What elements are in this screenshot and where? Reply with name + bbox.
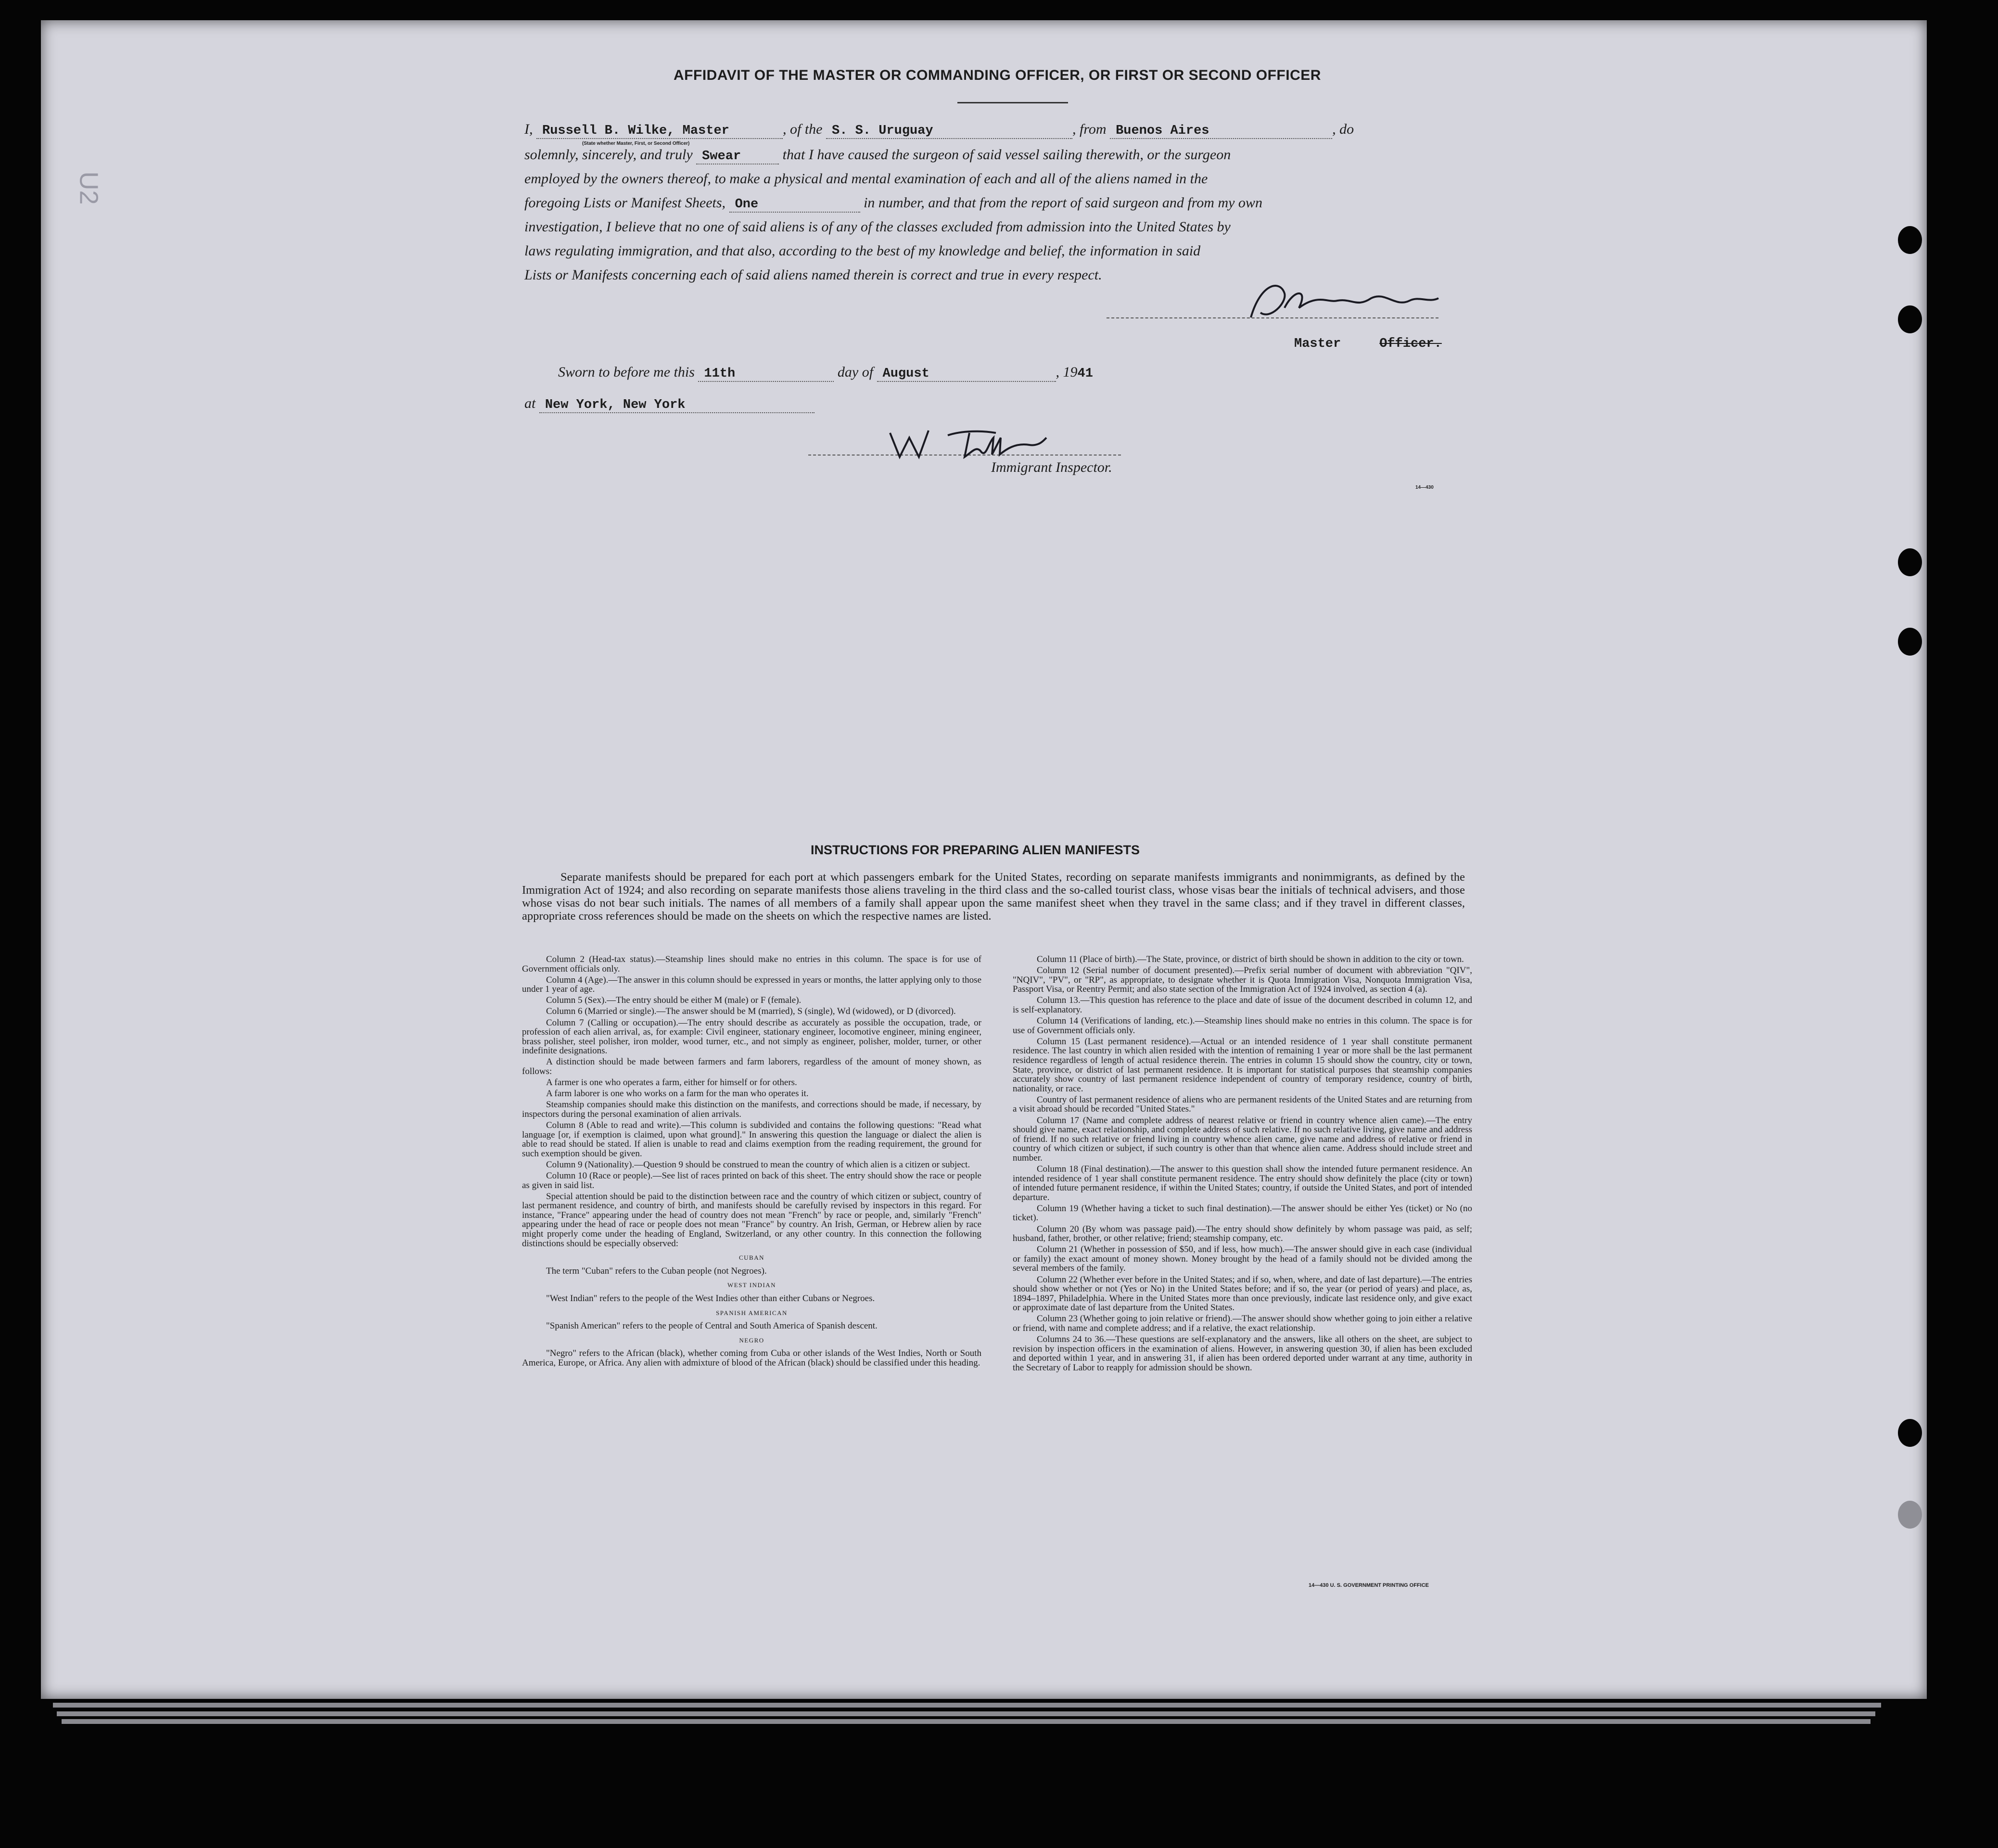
page-edge-stack (62, 1719, 1871, 1724)
instruction-paragraph: The term "Cuban" refers to the Cuban people (not Negroes). (546, 1266, 767, 1276)
page-edge-stack (53, 1703, 1881, 1708)
instruction-paragraph: Column 17 (Name and complete address of nearest relative or friend in country whence alien came).—The entry should give name, exact relationship, and complete address of such relative. If no such relative living, give name and address of friend. If no such relative or friend living in country whence alien came, give name and address of relative or friend in country of which citizen or subject, if such country is other than that whence alien came. Address should include street and number. (1013, 1115, 1472, 1163)
punch-hole (1898, 305, 1922, 333)
place-field: New York, New York (539, 398, 814, 413)
instruction-paragraph: Column 8 (Able to read and write).—This column is subdivided and contains the following questions: "Read what language [or, if exemption is claimed, upon what ground]." In answering this question the language or dialect the alien is able to read should be stated. If alien is unable to read and claims exemption from the reading requirement, the ground for such exemption should be given. (522, 1120, 981, 1159)
affidavit-line-3: employed by the owners thereof, to make a physical and mental examination of each and all of the aliens named in the (524, 171, 1208, 187)
vessel-field: S. S. Uruguay (826, 124, 1072, 139)
instruction-paragraph: Column 7 (Calling or occupation).—The entry should describe as accurately as possible the occupation, trade, or profession of each alien arrival, as, for example: Civil engineer, stationary engineer, locomotive engineer, mining engineer, brass polisher, steel polisher, iron molder, wood turner, etc., and not simply as engineer, polisher, molder, turner, or other indefinite designations. (522, 1017, 981, 1056)
affidavit-line-5: investigation, I believe that no one of said aliens is of any of the classes excluded from admission into the United States by (524, 219, 1231, 235)
officer-note: (State whether Master, First, or Second Officer) (582, 141, 690, 146)
officer-role: Master Officer. (1294, 337, 1442, 351)
instruction-paragraph: Column 23 (Whether going to join relative or friend).—The answer should show whether going to join either a relative or friend, with name and complete address; and if a relative, the exact relationship. (1013, 1314, 1472, 1333)
instruction-paragraph: Column 10 (Race or people).—See list of races printed on back of this sheet. The entry should show the race or people as given in said list. (522, 1170, 981, 1190)
year-field: 41 (1077, 367, 1093, 381)
inspector-caption: Immigrant Inspector. (991, 459, 1112, 475)
instruction-paragraph: A farmer is one who operates a farm, either for himself or for others. (546, 1077, 797, 1088)
punch-hole (1898, 226, 1922, 254)
affidavit-line-2: solemnly, sincerely, and truly Swear that I have caused the surgeon of said vessel sailing therewith, or the surgeon (524, 147, 1231, 164)
month-field: August (877, 367, 1056, 382)
instruction-paragraph: Column 21 (Whether in possession of $50, and if less, how much).—The answer should give in each case (individual or family) the exact amount of money shown. Money brought by the head of a family should not be divided among the several members of the family. (1013, 1244, 1472, 1274)
instruction-paragraph: Column 19 (Whether having a ticket to such final destination).—The answer should be either Yes (ticket) or No (no ticket). (1013, 1203, 1472, 1223)
sheet-count-field: One (729, 197, 860, 213)
instruction-paragraph: Country of last permanent residence of aliens who are permanent residents of the United States and are returning from a visit abroad should be recorded "United States." (1013, 1094, 1472, 1114)
instruction-paragraph: A farm laborer is one who works on a farm for the man who operates it. (546, 1089, 809, 1099)
instruction-paragraph: Column 11 (Place of birth).—The State, province, or district of birth should be shown in addition to the city or town. (1037, 954, 1464, 964)
instruction-paragraph: Column 5 (Sex).—The entry should be either M (male) or F (female). (546, 995, 802, 1006)
day-field: 11th (698, 367, 834, 382)
instruction-paragraph: Column 2 (Head-tax status).—Steamship lines should make no entries in this column. The space is for use of Government officials only. (522, 954, 981, 974)
instructions-right-column (1013, 955, 1472, 1374)
sworn-line: Sworn to before me this 11th day of August , 1941 (558, 364, 1093, 381)
pencil-mark: U2 (74, 171, 103, 205)
punch-hole (1898, 628, 1922, 656)
punch-hole (1898, 548, 1922, 576)
instruction-paragraph: Column 6 (Married or single).—The answer should be M (married), S (single), Wd (widowed), or D (divorced). (546, 1006, 956, 1017)
master-signature (1241, 274, 1443, 327)
inspector-signature (885, 423, 1049, 462)
title-rule (957, 102, 1068, 103)
place-line: at New York, New York (524, 395, 814, 413)
subheading-negro: NEGRO (739, 1336, 764, 1344)
subheading-west-indian: WEST INDIAN (727, 1281, 776, 1289)
instruction-paragraph: "Negro" refers to the African (black), whether coming from Cuba or other islands of the West Indies, North or South America, Europe, or Africa. Any alien with admixture of blood of the African (black) should be classified under this heading. (522, 1348, 981, 1368)
instruction-paragraph: Columns 24 to 36.—These questions are self-explanatory and the answers, like all others on the sheet, are subject to revision by inspection officers in the examination of aliens. However, in answering question 30, if alien has been excluded and deported within 1 year, and in answering 31, if alien has been ordered deported under warrant at any time, authority in the Secretary of Labor to reapply for admission should be shown. (1013, 1334, 1472, 1373)
master-name-field: Russell B. Wilke, Master (536, 124, 783, 139)
instruction-paragraph: Special attention should be paid to the distinction between race and the country of which citizen or subject, country of last permanent residence, and country of birth, and manifests should be carefully revised by inspectors in this regard. For instance, "France" appearing under the head of country does not mean "French" by race or people, and, similarly "French" appearing under the head of race or people does not mean "France" by country. An Irish, German, or Hebrew alien by race might properly come under the heading of England, Switzerland, or any other country. In this connection the following distinctions should be especially observed: (522, 1191, 981, 1249)
subheading-cuban: CUBAN (738, 1254, 764, 1262)
instructions-intro: Separate manifests should be prepared for each port at which passengers embark for the United States, recording on separate manifests immigrants and nonimmigrants, as defined by the Immigration Act of 1924; and also recording on separate manifests those aliens traveling in the third class and the so-called tourist class, whose visas bear the initials of technical advisers, and those whose visas do not bear such initials. The names of all members of a family shall appear upon the same manifest sheet when they travel in the same class; and if they travel in different classes, appropriate cross references should be made on the sheets on which the respective names are listed. (522, 871, 1465, 923)
instruction-paragraph: Column 18 (Final destination).—The answer to this question shall show the intended future permanent residence. An intended residence of 1 year shall constitute permanent residence. The entry should show definitely the place (city or town) of intended future permanent residence, if within the United States; country, if outside the United States, and port of intended departure. (1013, 1164, 1472, 1202)
instruction-paragraph: "Spanish American" refers to the people of Central and South America of Spanish descent. (546, 1321, 878, 1331)
instruction-paragraph: "West Indian" refers to the people of the West Indies other than either Cubans or Negroes. (546, 1293, 875, 1304)
affidavit-line-4: foregoing Lists or Manifest Sheets, One in number, and that from the report of said surgeon and from my own (524, 195, 1262, 212)
punch-hole (1898, 1501, 1922, 1529)
instruction-paragraph: Column 12 (Serial number of document presented).—Prefix serial number of document with abbreviation "QIV", "NQIV", "PV", or "RP", as appropriate, to designate whether it is Quota Immigration Visa, Nonquota Immigration Visa, Passport Visa, or Reentry Permit; and also state section of the Immigration Act of 1924 involved, as section 4 (a). (1013, 965, 1472, 995)
page-edge-stack (57, 1711, 1875, 1716)
instructions-title: INSTRUCTIONS FOR PREPARING ALIEN MANIFESTS (811, 843, 1140, 857)
struck-word: Officer. (1379, 337, 1442, 351)
swear-field: Swear (696, 149, 779, 165)
instruction-paragraph: Column 20 (By whom was passage paid).—The entry should show definitely by whom passage was paid, as self; husband, father, brother, or other relative; friend; steamship company, etc. (1013, 1224, 1472, 1244)
instruction-paragraph: Column 15 (Last permanent residence).—Actual or an intended residence of 1 year shall constitute permanent residence. The last country in which alien resided with the intention of remaining 1 year or more shall be the last permanent residence regardless of length of actual residence therein. The entries in column 15 should show the country, city or town, State, province, or district of last permanent residence. It is important for statistical purposes that steamship companies accurately show country of last permanent residence independent of country of temporary residence, country of birth, nationality, or race. (1013, 1036, 1472, 1094)
printing-office-footer: 14—430 U. S. GOVERNMENT PRINTING OFFICE (1309, 1582, 1429, 1588)
punch-hole (1898, 1419, 1922, 1447)
instruction-paragraph: A distinction should be made between farmers and farm laborers, regardless of the amount of money shown, as follows: (522, 1057, 981, 1077)
affidavit-line-1: I, Russell B. Wilke, Master , of the S. S. Uruguay , from Buenos Aires , do (524, 121, 1354, 138)
instruction-paragraph: Column 9 (Nationality).—Question 9 should be construed to mean the country of which alien is a citizen or subject. (546, 1159, 970, 1170)
instruction-paragraph: Steamship companies should make this distinction on the manifests, and corrections should be made, if necessary, by inspectors during the personal examination of alien arrivals. (522, 1100, 981, 1119)
instruction-paragraph: Column 4 (Age).—The answer in this column should be expressed in years or months, the latter applying only to those under 1 year of age. (522, 975, 981, 995)
form-number: 14—430 (1415, 485, 1434, 490)
instruction-paragraph: Column 13.—This question has reference to the place and date of issue of the document described in column 12, and is self-explanatory. (1013, 995, 1472, 1015)
affidavit-title: AFFIDAVIT OF THE MASTER OR COMMANDING OFFICER, OR FIRST OR SECOND OFFICER (674, 67, 1321, 83)
instruction-paragraph: Column 22 (Whether ever before in the United States; and if so, when, where, and date of last departure).—The entries should show whether or not (Yes or No) in the United States before; and if so, the year (or period of years) and place, as, 1894–1897, Philadelphia. Where in the United States more than once previously, indicate last residence only, and give exact or approximate date of last departure from the United States. (1013, 1274, 1472, 1313)
affidavit-line-7: Lists or Manifests concerning each of said aliens named therein is correct and true in every respect. (524, 267, 1102, 283)
port-field: Buenos Aires (1110, 124, 1332, 139)
instruction-paragraph: Column 14 (Verifications of landing, etc.).—Steamship lines should make no entries in this column. The space is for use of Government officials only. (1013, 1016, 1472, 1036)
subheading-spanish-american: SPANISH AMERICAN (716, 1309, 788, 1316)
instructions-left-column (522, 955, 981, 1369)
affidavit-line-6: laws regulating immigration, and that also, according to the best of my knowledge and belief, the information in said (524, 243, 1201, 259)
